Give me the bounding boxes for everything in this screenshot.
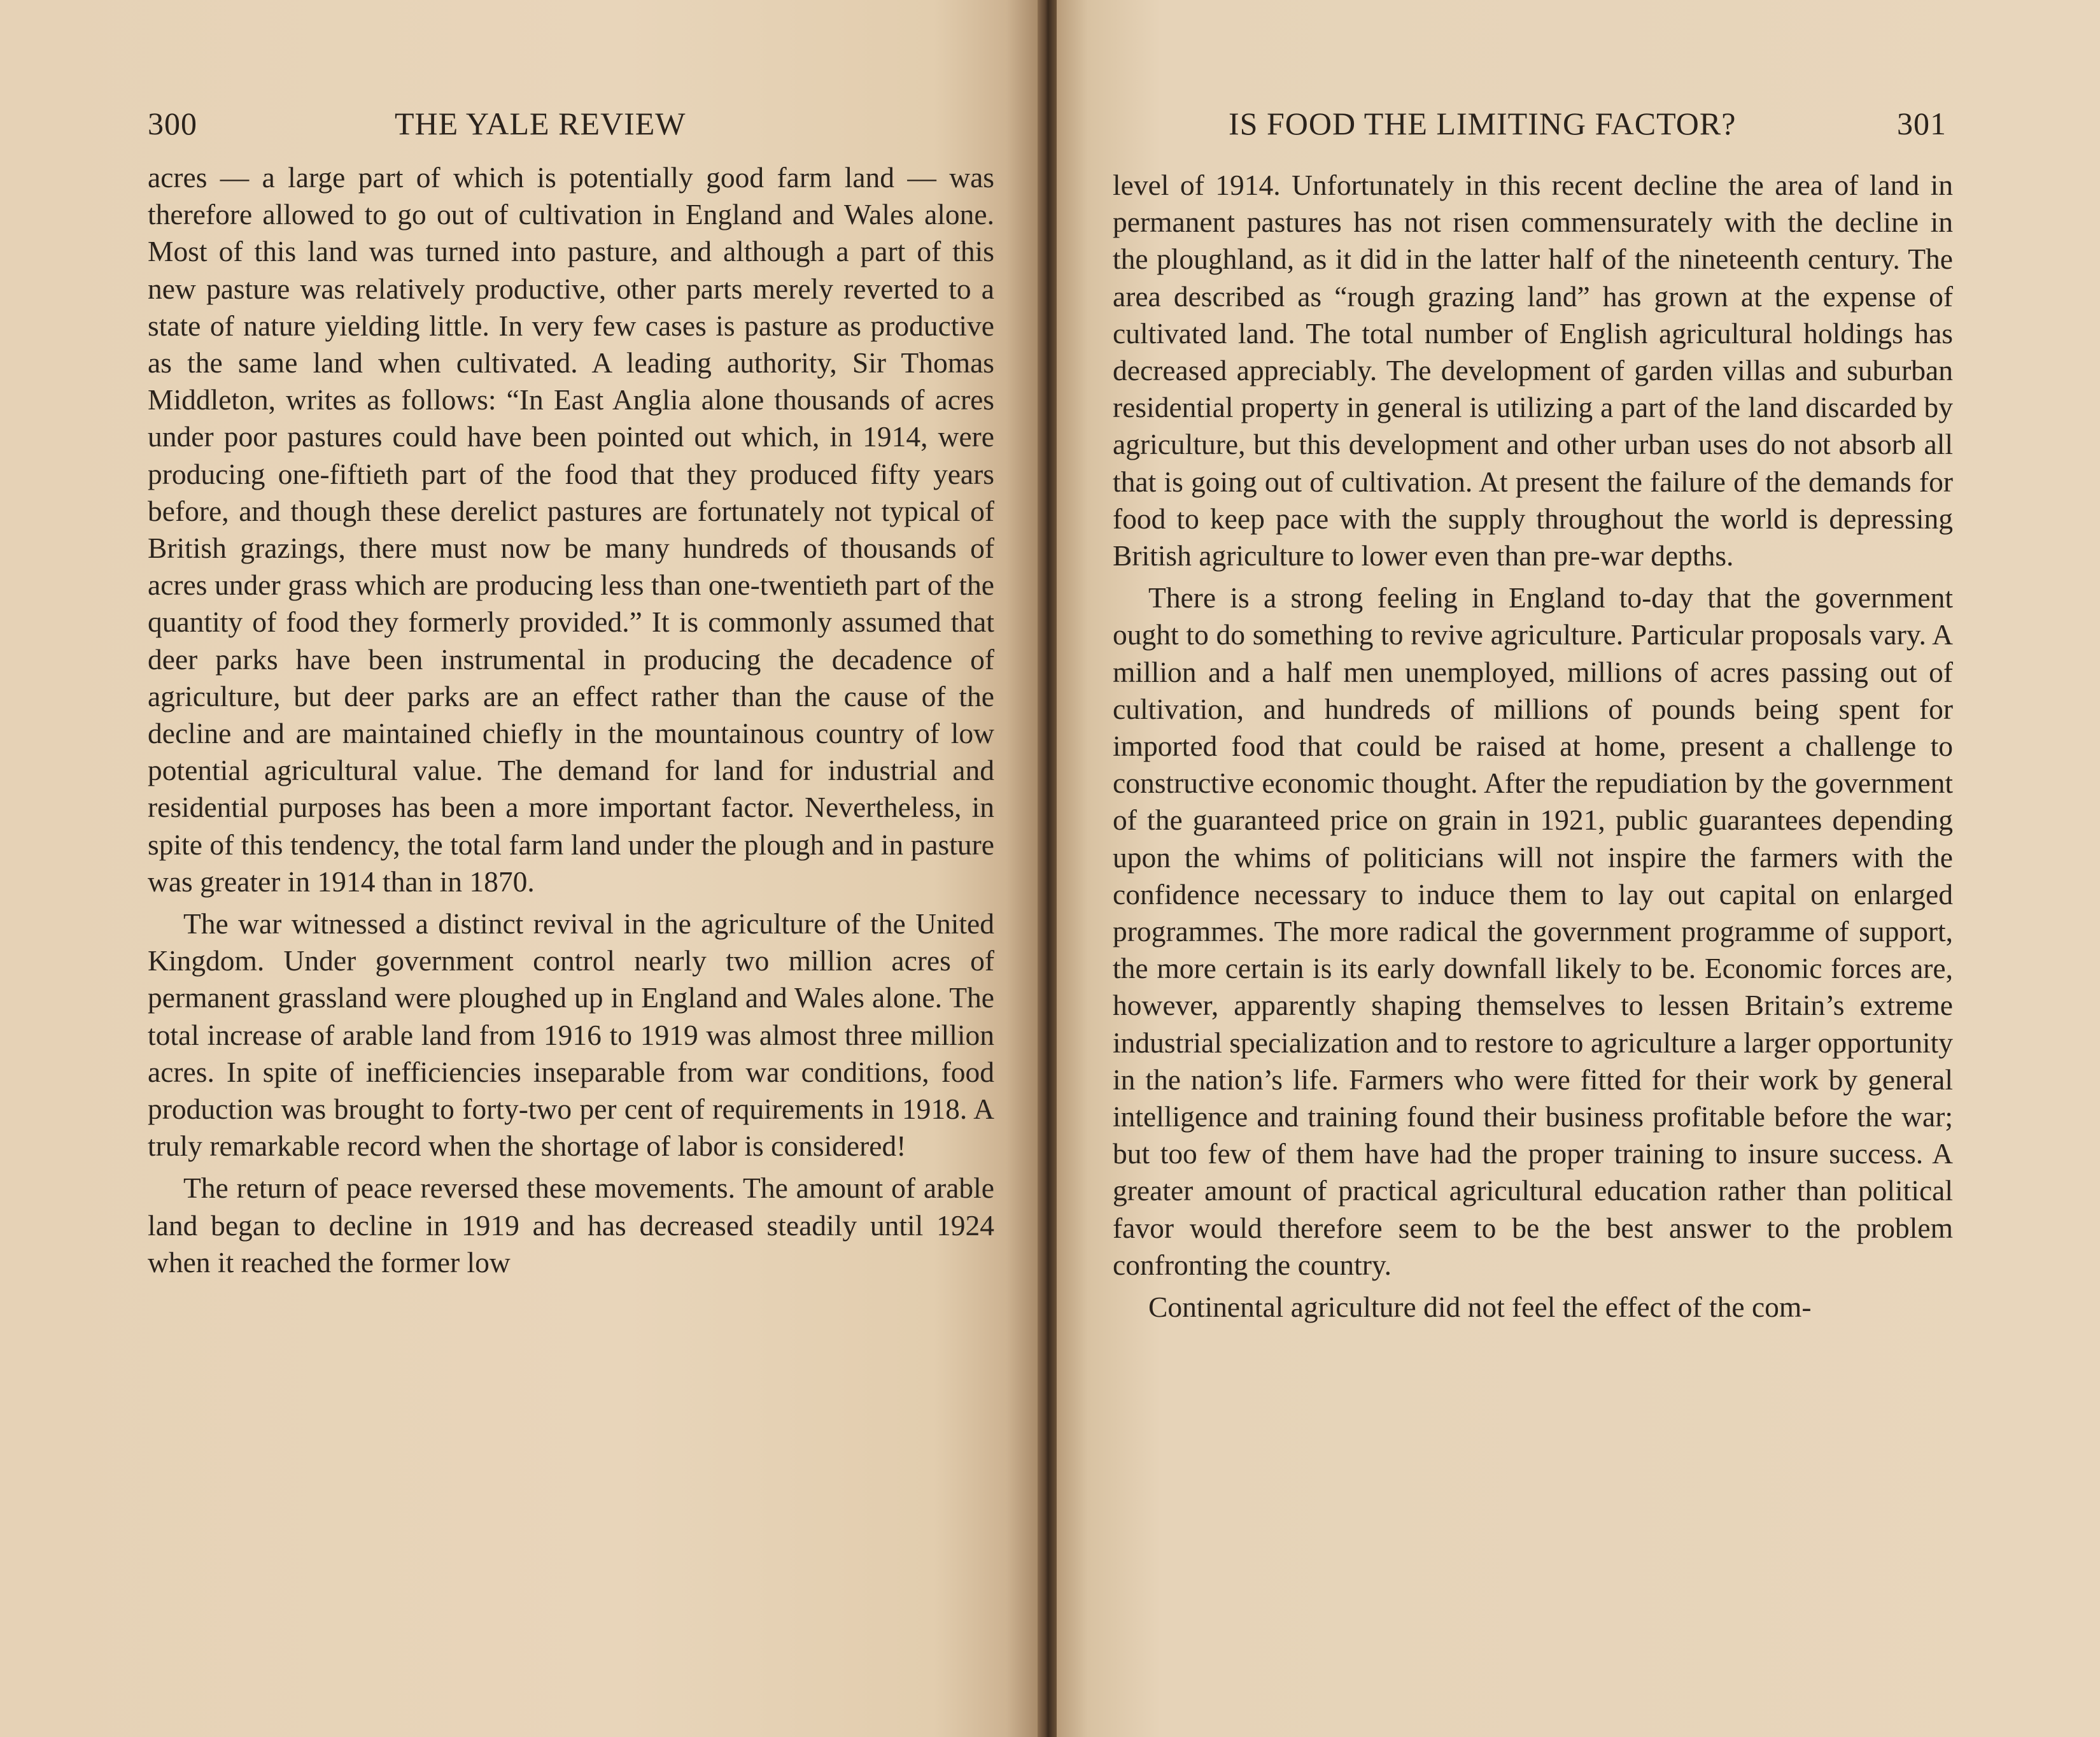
page-number: 301 (1897, 106, 1947, 141)
running-head (0, 105, 1038, 150)
left-page (0, 0, 1038, 1737)
paragraph: There is a strong feeling in England to-day that the government ought to do something to revive agriculture. Particular proposals vary. A million and a half men unemployed, millions of acres passing out of cultivation, and hundreds of millions of pounds being spent for imported food that could be raised at home, present a challenge to constructive economic thought. After the repudiation by the government of the guaranteed price on grain in 1921, public guarantees depending upon the whims of politicians will not inspire the farmers with the confidence necessary to induce them to lay out capital on enlarged programmes. The more radical the government programme of support, the more certain is its early downfall likely to be. Economic forces are, however, apparently shaping themselves to lessen Britain’s extreme industrial specialization and to restore to agriculture a larger opportunity in the nation’s life. Farmers who were fitted for their work by general intelligence and training found their business profitable before the war; but too few of them have had the proper training to insure success. A greater amount of practical agricultural education rather than political favor would therefore seem to be the best answer to the problem confronting the country. (1113, 581, 1953, 1281)
body-text (1113, 167, 1953, 1331)
paragraph: The return of peace reversed these movements. The amount of arable land began to decline in 1919 and has decreased steadily until 1924 when it reached the former low (148, 1172, 994, 1279)
paragraph: Continental agriculture did not feel the effect of the com- (1148, 1291, 1812, 1324)
running-head (1057, 105, 2100, 150)
body-text (148, 159, 994, 1286)
paragraph: The war witnessed a distinct revival in the agriculture of the United Kingdom. Under government control nearly two million acres of permanent grassland were ploughed up in England and Wales alone. The total increase of arable land from 1916 to 1919 was almost three million acres. In spite of inefficiencies inseparable from war conditions, food production was brought to forty-two per cent of requirements in 1918. A truly remarkable record when the shortage of labor is considered! (148, 907, 994, 1163)
paragraph: acres — a large part of which is potentially good farm land — was therefore allowed to go out of cultivation in England and Wales alone. Most of this land was turned into pasture, and although a part of this new pasture was relatively productive, other parts merely reverted to a state of nature yielding little. In very few cases is pasture as productive as the same land when cultivated. A leading authority, Sir Thomas Middleton, writes as follows: “In East Anglia alone thousands of acres under poor pastures could have been pointed out which, in 1914, were producing one-fiftieth part of the food that they produced fifty years before, and though these derelict pastures are fortunately not typical of British grazings, there must now be many hundreds of thousands of acres under grass which are producing less than one-twentieth part of the quantity of food they formerly provided.” It is commonly assumed that deer parks have been instrumental in producing the decadence of agriculture, but deer parks are an effect rather than the cause of the decline and are maintained chiefly in the mountainous country of low potential agricultural value. The demand for land for industrial and residential purposes has been a more important factor. Nevertheless, in spite of this tendency, the total farm land under the plough and in pasture was greater in 1914 than in 1870. (148, 161, 994, 898)
running-title: IS FOOD THE LIMITING FACTOR? (1229, 106, 1737, 141)
running-title: THE YALE REVIEW (395, 106, 686, 141)
book-gutter (1038, 0, 1057, 1737)
right-page (1057, 0, 2100, 1737)
page-number: 300 (148, 106, 197, 141)
paragraph: level of 1914. Unfortunately in this recent decline the area of land in permanent pastures has not risen commensurately with the decline in the ploughland, as it did in the latter half of the nineteenth century. The area described as “rough grazing land” has grown at the expense of cultivated land. The total number of English agricultural holdings has decreased appreciably. The development of garden villas and suburban residential property in general is utilizing a part of the land discarded by agriculture, but this development and other urban uses do not absorb all that is going out of cultivation. At present the failure of the demands for food to keep pace with the supply throughout the world is depressing British agriculture to lower even than pre-war depths. (1113, 169, 1953, 572)
